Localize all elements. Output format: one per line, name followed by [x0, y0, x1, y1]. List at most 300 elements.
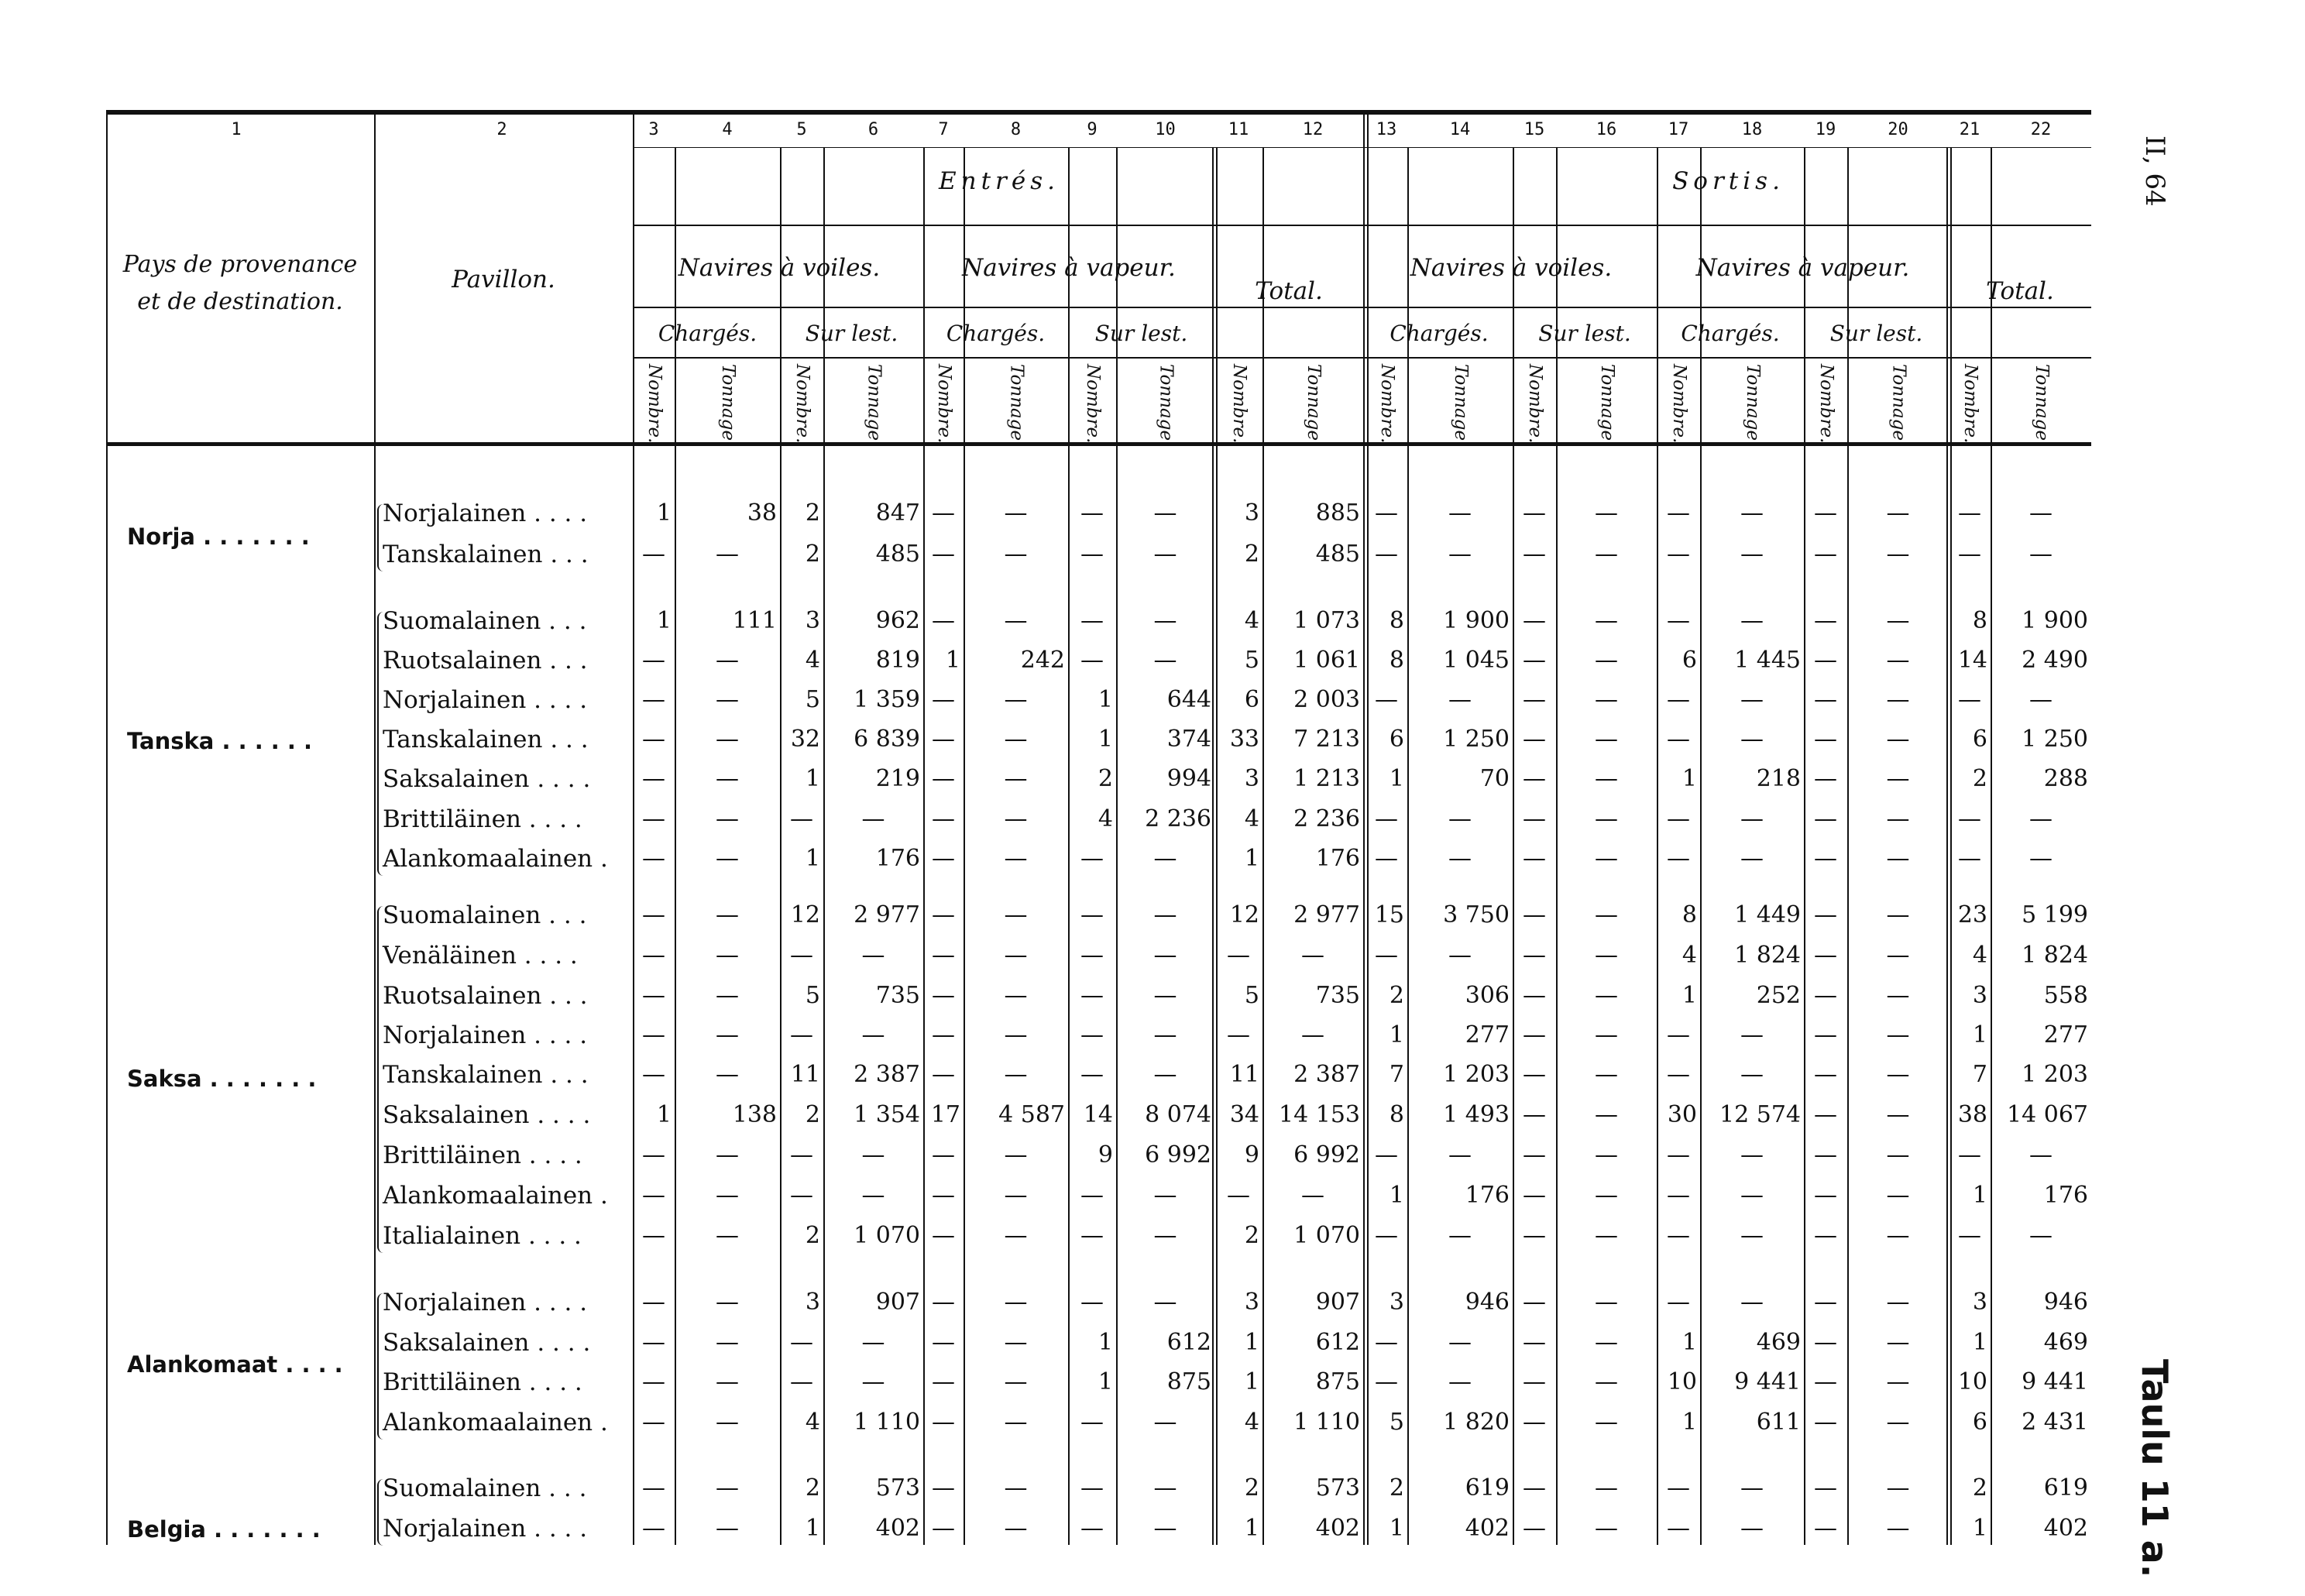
table-cell: 1 [945, 647, 960, 674]
table-cell: 8 074 [1145, 1101, 1211, 1128]
table-cell: 4 [1972, 942, 1987, 969]
table-cell: 242 [1020, 647, 1065, 674]
table-cell: — [1814, 982, 1837, 1009]
column-number: 8 [1010, 120, 1022, 139]
table-cell: — [1886, 499, 1910, 527]
table-cell: 6 839 [854, 726, 920, 753]
flag-label: Saksalainen . . . . [383, 1329, 591, 1357]
table-cell: — [2029, 845, 2053, 872]
table-cell: — [1448, 1141, 1472, 1169]
entries-total-header: Total. [1255, 277, 1323, 305]
table-cell: — [1375, 686, 1398, 713]
table-cell: 3 [1244, 499, 1259, 527]
table-cell: — [1814, 1222, 1837, 1249]
flag-label: Alankomaalainen . [383, 845, 608, 873]
table-cell: — [1153, 901, 1177, 928]
table-cell: — [1153, 1289, 1177, 1316]
table-cell: — [1080, 942, 1104, 969]
table-cell: — [1595, 1368, 1618, 1395]
column-number: 10 [1155, 120, 1176, 139]
table-cell: 6 [1972, 1409, 1987, 1436]
table-cell: 176 [1315, 845, 1360, 872]
table-cell: 4 [1244, 805, 1259, 832]
column-number: 17 [1668, 120, 1689, 139]
table-cell: — [1523, 1021, 1546, 1049]
table-cell: — [1595, 942, 1618, 969]
table-cell: — [932, 1182, 955, 1209]
column-number: 5 [796, 120, 807, 139]
table-cell: — [1448, 1329, 1472, 1356]
table-cell: — [1886, 1409, 1910, 1436]
table-cell: — [1153, 607, 1177, 634]
table-cell: — [1153, 1409, 1177, 1436]
table-cell: 619 [1465, 1474, 1510, 1502]
table-cell: — [790, 1021, 813, 1049]
table-cell: 6 [1972, 726, 1987, 753]
table-cell: — [1080, 1515, 1104, 1542]
table-cell: — [2029, 686, 2053, 713]
table-cell: 485 [1315, 541, 1360, 568]
table-cell: — [1375, 805, 1398, 832]
table-cell: — [1375, 942, 1398, 969]
table-cell: — [1523, 1222, 1546, 1249]
table-cell: 14 153 [1279, 1101, 1360, 1128]
table-cell: — [716, 1329, 739, 1356]
table-cell: — [1523, 765, 1546, 792]
table-cell: — [642, 541, 665, 568]
table-cell: 8 [1389, 607, 1404, 634]
table-cell: — [716, 1409, 739, 1436]
entries-steam-ballast: Sur lest. [1094, 321, 1188, 346]
table-cell: 3 [805, 607, 820, 634]
table-cell: 9 [1244, 1141, 1259, 1169]
exits-sail-header: Navires à voiles. [1410, 254, 1613, 282]
table-cell: — [1004, 765, 1028, 792]
table-cell: — [1667, 1182, 1690, 1209]
table-cell: 1 493 [1443, 1101, 1510, 1128]
table-cell: 30 [1667, 1101, 1697, 1128]
table-cell: 14 067 [2007, 1101, 2088, 1128]
table-cell: 1 445 [1734, 647, 1801, 674]
entries-sail-loaded: Chargés. [658, 321, 757, 346]
table-cell: — [1523, 1409, 1546, 1436]
table-cell: 573 [1315, 1474, 1360, 1502]
table-cell: — [1740, 686, 1764, 713]
table-cell: — [1227, 1182, 1250, 1209]
table-cell: — [790, 1141, 813, 1169]
table-cell: 875 [1315, 1368, 1360, 1395]
table-cell: 1 061 [1293, 647, 1360, 674]
table-cell: 2 [1972, 1474, 1987, 1502]
pavillon-left-rule [374, 110, 376, 1545]
table-top-rule [106, 110, 2091, 115]
table-cell: 2 [1972, 765, 1987, 792]
table-cell: 1 [656, 1101, 672, 1128]
country-label: Saksa . . . . . . . [127, 1066, 317, 1092]
table-cell: 1 359 [854, 686, 920, 713]
table-cell: 32 [790, 726, 820, 753]
table-cell: — [1740, 1515, 1764, 1542]
table-cell: 1 [1972, 1182, 1987, 1209]
table-cell: — [1886, 1061, 1910, 1088]
table-cell: — [932, 805, 955, 832]
nombre-header: Nombre. [1816, 364, 1836, 444]
table-cell: — [1080, 1474, 1104, 1502]
table-cell: — [861, 1021, 885, 1049]
flag-label: Norjalainen . . . . [383, 1021, 588, 1049]
table-cell: — [1523, 541, 1546, 568]
table-cell: — [790, 1182, 813, 1209]
table-cell: 219 [875, 765, 920, 792]
table-cell: — [1523, 1061, 1546, 1088]
table-cell: — [1740, 1474, 1764, 1502]
table-cell: — [1667, 686, 1690, 713]
table-cell: — [932, 726, 955, 753]
table-cell: 1 449 [1734, 901, 1801, 928]
table-cell: — [1886, 1222, 1910, 1249]
table-cell: — [1595, 726, 1618, 753]
table-cell: 176 [2043, 1182, 2088, 1209]
table-cell: 2 [1389, 982, 1404, 1009]
table-cell: — [1740, 541, 1764, 568]
table-cell: — [1004, 1141, 1028, 1169]
table-cell: 2 977 [1293, 901, 1360, 928]
table-cell: — [1523, 499, 1546, 527]
table-cell: — [1814, 942, 1837, 969]
table-cell: — [1595, 1141, 1618, 1169]
table-cell: — [932, 1474, 955, 1502]
table-cell: — [1523, 1329, 1546, 1356]
table-cell: — [1523, 845, 1546, 872]
country-label: Alankomaat . . . . [127, 1351, 343, 1378]
table-cell: 573 [875, 1474, 920, 1502]
table-cell: 3 [805, 1289, 820, 1316]
table-cell: — [716, 541, 739, 568]
table-cell: — [1080, 982, 1104, 1009]
table-cell: 5 199 [2022, 901, 2088, 928]
table-cell: 6 [1244, 686, 1259, 713]
entries-steam-header: Navires à vapeur. [962, 254, 1176, 282]
table-cell: — [716, 1061, 739, 1088]
table-cell: 1 [805, 845, 820, 872]
table-cell: 946 [2043, 1289, 2088, 1316]
column-number: 4 [722, 120, 733, 139]
table-cell: — [716, 1021, 739, 1049]
column-number: 7 [938, 120, 949, 139]
table-left-rule [106, 110, 108, 1545]
table-cell: — [1080, 1021, 1104, 1049]
table-cell: — [1523, 647, 1546, 674]
table-cell: — [790, 1329, 813, 1356]
exits-header: Sortis. [1672, 167, 1785, 195]
table-cell: — [1523, 607, 1546, 634]
table-cell: — [1667, 845, 1690, 872]
table-cell: — [932, 1222, 955, 1249]
table-cell: — [1814, 647, 1837, 674]
table-cell: 5 [805, 686, 820, 713]
table-cell: — [2029, 1222, 2053, 1249]
column-number: 15 [1523, 120, 1545, 139]
table-cell: 23 [1957, 901, 1987, 928]
table-cell: — [716, 1222, 739, 1249]
table-cell: — [932, 499, 955, 527]
table-cell: — [1153, 1474, 1177, 1502]
table-cell: 5 [1389, 1409, 1404, 1436]
table-cell: — [1595, 805, 1618, 832]
table-cell: 3 [1389, 1289, 1404, 1316]
table-cell: — [861, 1368, 885, 1395]
subheader-rule-2 [633, 307, 2091, 308]
table-cell: 11 [790, 1061, 820, 1088]
table-cell: — [1080, 901, 1104, 928]
flag-label: Suomalainen . . . [383, 901, 587, 929]
table-cell: — [716, 982, 739, 1009]
table-cell: — [642, 1021, 665, 1049]
table-cell: 558 [2043, 982, 2088, 1009]
table-cell: — [932, 1289, 955, 1316]
table-cell: — [1814, 1289, 1837, 1316]
table-cell: — [1080, 1222, 1104, 1249]
table-cell: 8 [1972, 607, 1987, 634]
flag-label: Norjalainen . . . . [383, 1515, 588, 1543]
table-cell: — [1667, 499, 1690, 527]
table-cell: — [716, 1141, 739, 1169]
table-cell: — [932, 607, 955, 634]
table-cell: — [1595, 1101, 1618, 1128]
table-cell: — [1814, 1101, 1837, 1128]
table-cell: 1 [656, 499, 672, 527]
flag-label: Saksalainen . . . . [383, 765, 591, 793]
table-cell: — [716, 1515, 739, 1542]
table-cell: — [1004, 982, 1028, 1009]
table-cell: — [1886, 1141, 1910, 1169]
table-cell: — [1667, 1474, 1690, 1502]
table-cell: 277 [2043, 1021, 2088, 1049]
column-number: 13 [1376, 120, 1397, 139]
table-cell: — [1004, 607, 1028, 634]
table-cell: — [1153, 499, 1177, 527]
flag-label: Venäläinen . . . . [383, 942, 578, 970]
table-cell: — [1595, 607, 1618, 634]
table-cell: — [932, 901, 955, 928]
table-cell: 38 [1957, 1101, 1987, 1128]
table-cell: — [932, 1368, 955, 1395]
table-cell: — [1595, 1289, 1618, 1316]
table-cell: — [1814, 686, 1837, 713]
table-cell: — [1080, 1182, 1104, 1209]
table-cell: 1 203 [1443, 1061, 1510, 1088]
table-cell: — [1080, 541, 1104, 568]
table-cell: — [1523, 901, 1546, 928]
table-cell: 1 [805, 765, 820, 792]
table-cell: 218 [1756, 765, 1801, 792]
table-cell: 1 [1389, 1021, 1404, 1049]
table-cell: 2 387 [854, 1061, 920, 1088]
table-cell: — [1595, 647, 1618, 674]
table-cell: — [1004, 1368, 1028, 1395]
table-cell: 1 [1244, 1329, 1259, 1356]
table-cell: — [932, 1515, 955, 1542]
table-cell: 1 070 [1293, 1222, 1360, 1249]
table-cell: — [1080, 499, 1104, 527]
table-cell: — [1153, 1021, 1177, 1049]
table-cell: 14 [1957, 647, 1987, 674]
tonnage-header: Tonnage [1743, 364, 1763, 441]
nombre-header: Nombre. [644, 364, 665, 444]
table-cell: — [1740, 1289, 1764, 1316]
flag-label: Norjalainen . . . . [383, 1289, 588, 1316]
column-number: 11 [1228, 120, 1249, 139]
table-caption: Taulu 11 a. [2134, 1359, 2176, 1578]
table-cell: — [1886, 647, 1910, 674]
table-cell: 7 213 [1293, 726, 1360, 753]
table-cell: — [1740, 1021, 1764, 1049]
table-cell: 2 236 [1145, 805, 1211, 832]
table-cell: — [1814, 1515, 1837, 1542]
table-cell: 176 [875, 845, 920, 872]
table-cell: — [1227, 942, 1250, 969]
nombre-header: Nombre. [1377, 364, 1397, 444]
table-cell: — [1814, 901, 1837, 928]
column-number: 6 [867, 120, 879, 139]
table-cell: 1 [805, 1515, 820, 1542]
table-cell: 619 [2043, 1474, 2088, 1502]
table-cell: — [1227, 1021, 1250, 1049]
colnum-rule [633, 147, 2091, 148]
table-cell: — [642, 1182, 665, 1209]
subheader-rule-1 [633, 225, 2091, 226]
table-cell: 33 [1229, 726, 1259, 753]
table-cell: 288 [2043, 765, 2088, 792]
table-cell: — [642, 1222, 665, 1249]
table-cell: 1 [1972, 1515, 1987, 1542]
tonnage-header: Tonnage [2032, 364, 2052, 441]
table-cell: — [1740, 845, 1764, 872]
table-cell: — [1595, 1515, 1618, 1542]
table-cell: — [1595, 1329, 1618, 1356]
table-cell: 306 [1465, 982, 1510, 1009]
table-cell: — [1448, 541, 1472, 568]
table-cell: — [1595, 1061, 1618, 1088]
nombre-header: Nombre. [934, 364, 954, 444]
table-cell: 2 [1244, 1222, 1259, 1249]
table-cell: — [1814, 607, 1837, 634]
table-cell: 2 [805, 1222, 820, 1249]
page-reference: II, 64 [2139, 136, 2170, 207]
table-cell: 402 [1465, 1515, 1510, 1542]
table-cell: — [1523, 982, 1546, 1009]
table-cell: 9 441 [1734, 1368, 1801, 1395]
table-cell: 644 [1166, 686, 1211, 713]
flag-label: Brittiläinen . . . . [383, 1141, 582, 1169]
table-cell: 1 213 [1293, 765, 1360, 792]
table-cell: 1 [1098, 1368, 1113, 1395]
table-cell: — [1523, 1182, 1546, 1209]
table-cell: 6 992 [1293, 1141, 1360, 1169]
table-cell: 6 992 [1145, 1141, 1211, 1169]
table-cell: — [790, 805, 813, 832]
nombre-header: Nombre. [1229, 364, 1249, 444]
column-number: 14 [1449, 120, 1471, 139]
table-cell: — [1153, 845, 1177, 872]
table-cell: — [1958, 1141, 1981, 1169]
table-cell: — [716, 1182, 739, 1209]
table-cell: — [1886, 1515, 1910, 1542]
table-cell: 2 [805, 1101, 820, 1128]
table-cell: 735 [875, 982, 920, 1009]
table-cell: 1 [1389, 765, 1404, 792]
table-cell: — [932, 942, 955, 969]
table-cell: — [1004, 499, 1028, 527]
table-cell: — [2029, 541, 2053, 568]
column-number: 16 [1596, 120, 1617, 139]
table-cell: — [1667, 1289, 1690, 1316]
table-cell: 2 490 [2022, 647, 2088, 674]
table-cell: — [1595, 1474, 1618, 1502]
flag-label: Brittiläinen . . . . [383, 805, 582, 833]
table-cell: 3 [1244, 1289, 1259, 1316]
table-cell: — [1080, 1061, 1104, 1088]
table-cell: — [1814, 805, 1837, 832]
subheader-rule-3 [633, 357, 2091, 359]
table-cell: — [1004, 1474, 1028, 1502]
table-cell: 4 [805, 1409, 820, 1436]
table-cell: — [1740, 805, 1764, 832]
table-cell: — [716, 726, 739, 753]
table-cell: — [1886, 1021, 1910, 1049]
table-cell: 12 [790, 901, 820, 928]
table-cell: 1 [656, 607, 672, 634]
table-cell: 1 250 [2022, 726, 2088, 753]
tonnage-header: Tonnage [1888, 364, 1909, 441]
table-cell: — [1080, 1409, 1104, 1436]
table-cell: — [1814, 1182, 1837, 1209]
table-cell: 10 [1667, 1368, 1697, 1395]
flag-label: Tanskalainen . . . [383, 1061, 589, 1089]
table-cell: — [1667, 1141, 1690, 1169]
table-cell: 4 [1244, 607, 1259, 634]
table-cell: 34 [1229, 1101, 1259, 1128]
table-cell: — [1004, 1515, 1028, 1542]
table-cell: — [1667, 1222, 1690, 1249]
table-cell: — [1886, 1329, 1910, 1356]
table-cell: 1 900 [1443, 607, 1510, 634]
column-number: 21 [1959, 120, 1980, 139]
table-cell: — [1448, 686, 1472, 713]
nombre-header: Nombre. [1669, 364, 1689, 444]
table-cell: — [932, 541, 955, 568]
table-cell: — [716, 765, 739, 792]
table-cell: — [2029, 805, 2053, 832]
table-cell: — [1740, 1141, 1764, 1169]
table-cell: — [642, 647, 665, 674]
table-cell: 12 574 [1719, 1101, 1801, 1128]
table-cell: 485 [875, 541, 920, 568]
table-cell: — [861, 942, 885, 969]
table-cell: 5 [805, 982, 820, 1009]
table-cell: 8 [1389, 1101, 1404, 1128]
table-cell: — [2029, 1141, 2053, 1169]
table-cell: — [1595, 686, 1618, 713]
flag-label: Tanskalainen . . . [383, 726, 589, 753]
table-cell: — [1153, 1061, 1177, 1088]
table-cell: — [642, 1474, 665, 1502]
table-cell: — [1886, 1101, 1910, 1128]
table-cell: — [1886, 1474, 1910, 1502]
table-cell: 2 977 [854, 901, 920, 928]
table-cell: 611 [1756, 1409, 1801, 1436]
table-cell: — [932, 845, 955, 872]
